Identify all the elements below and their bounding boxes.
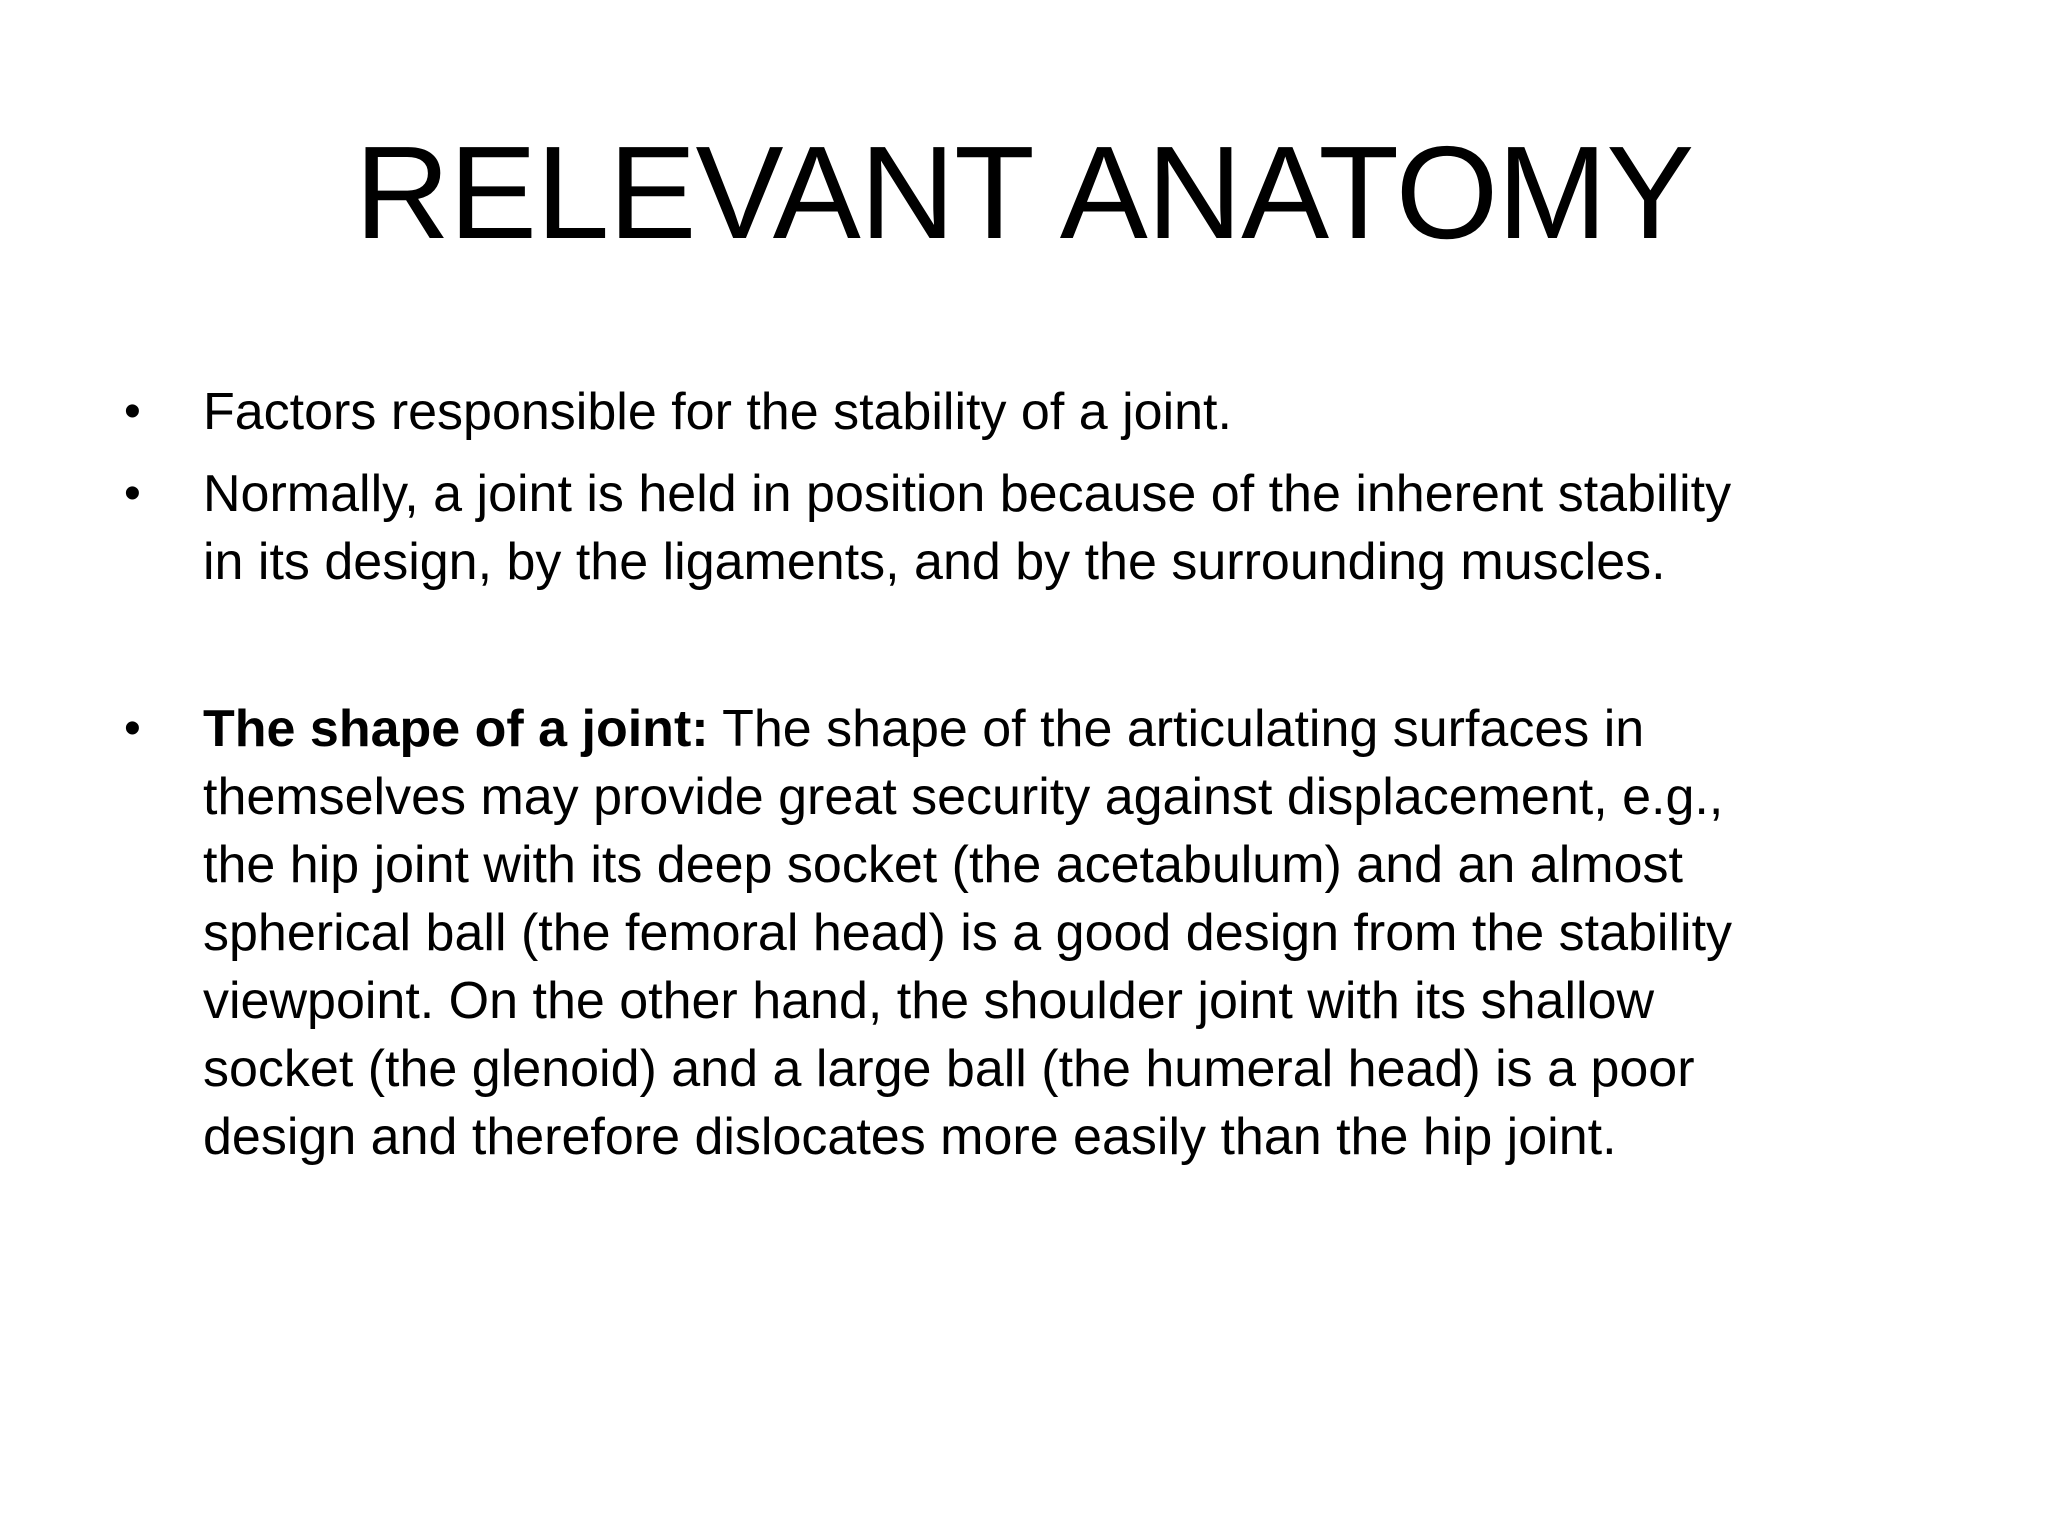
bullet-line: viewpoint. On the other hand, the shoulder joint with its shallow [203,972,1655,1030]
bullet-text [203,460,1923,596]
bullet-marker: • [124,467,141,520]
bullet-line: Normally, a joint is held in position because of the inherent stability [203,465,1732,523]
bullet-lead-rest: The shape of the articulating surfaces in [708,700,1645,758]
bullet-line: spherical ball (the femoral head) is a good design from the stability [203,904,1733,962]
bullet-marker: • [124,702,141,755]
bullet-line: themselves may provide great security against displacement, e.g., [203,768,1724,826]
bullet-line: the hip joint with its deep socket (the acetabulum) and an almost [203,836,1683,894]
bullet-line: Factors responsible for the stability of a joint. [203,383,1232,441]
bullet-text [203,378,1923,446]
bullet-line: socket (the glenoid) and a large ball (the humeral head) is a poor [203,1040,1695,1098]
bullet-lead-bold: The shape of a joint: [203,700,709,758]
bullet-marker: • [124,385,141,438]
bullet-line: design and therefore dislocates more easily than the hip joint. [203,1108,1617,1166]
bullet-line: in its design, by the ligaments, and by the surrounding muscles. [203,533,1666,591]
bullet-line [203,695,1923,763]
bullet-text [203,695,1923,1171]
slide-title: RELEVANT ANATOMY [354,119,1694,266]
